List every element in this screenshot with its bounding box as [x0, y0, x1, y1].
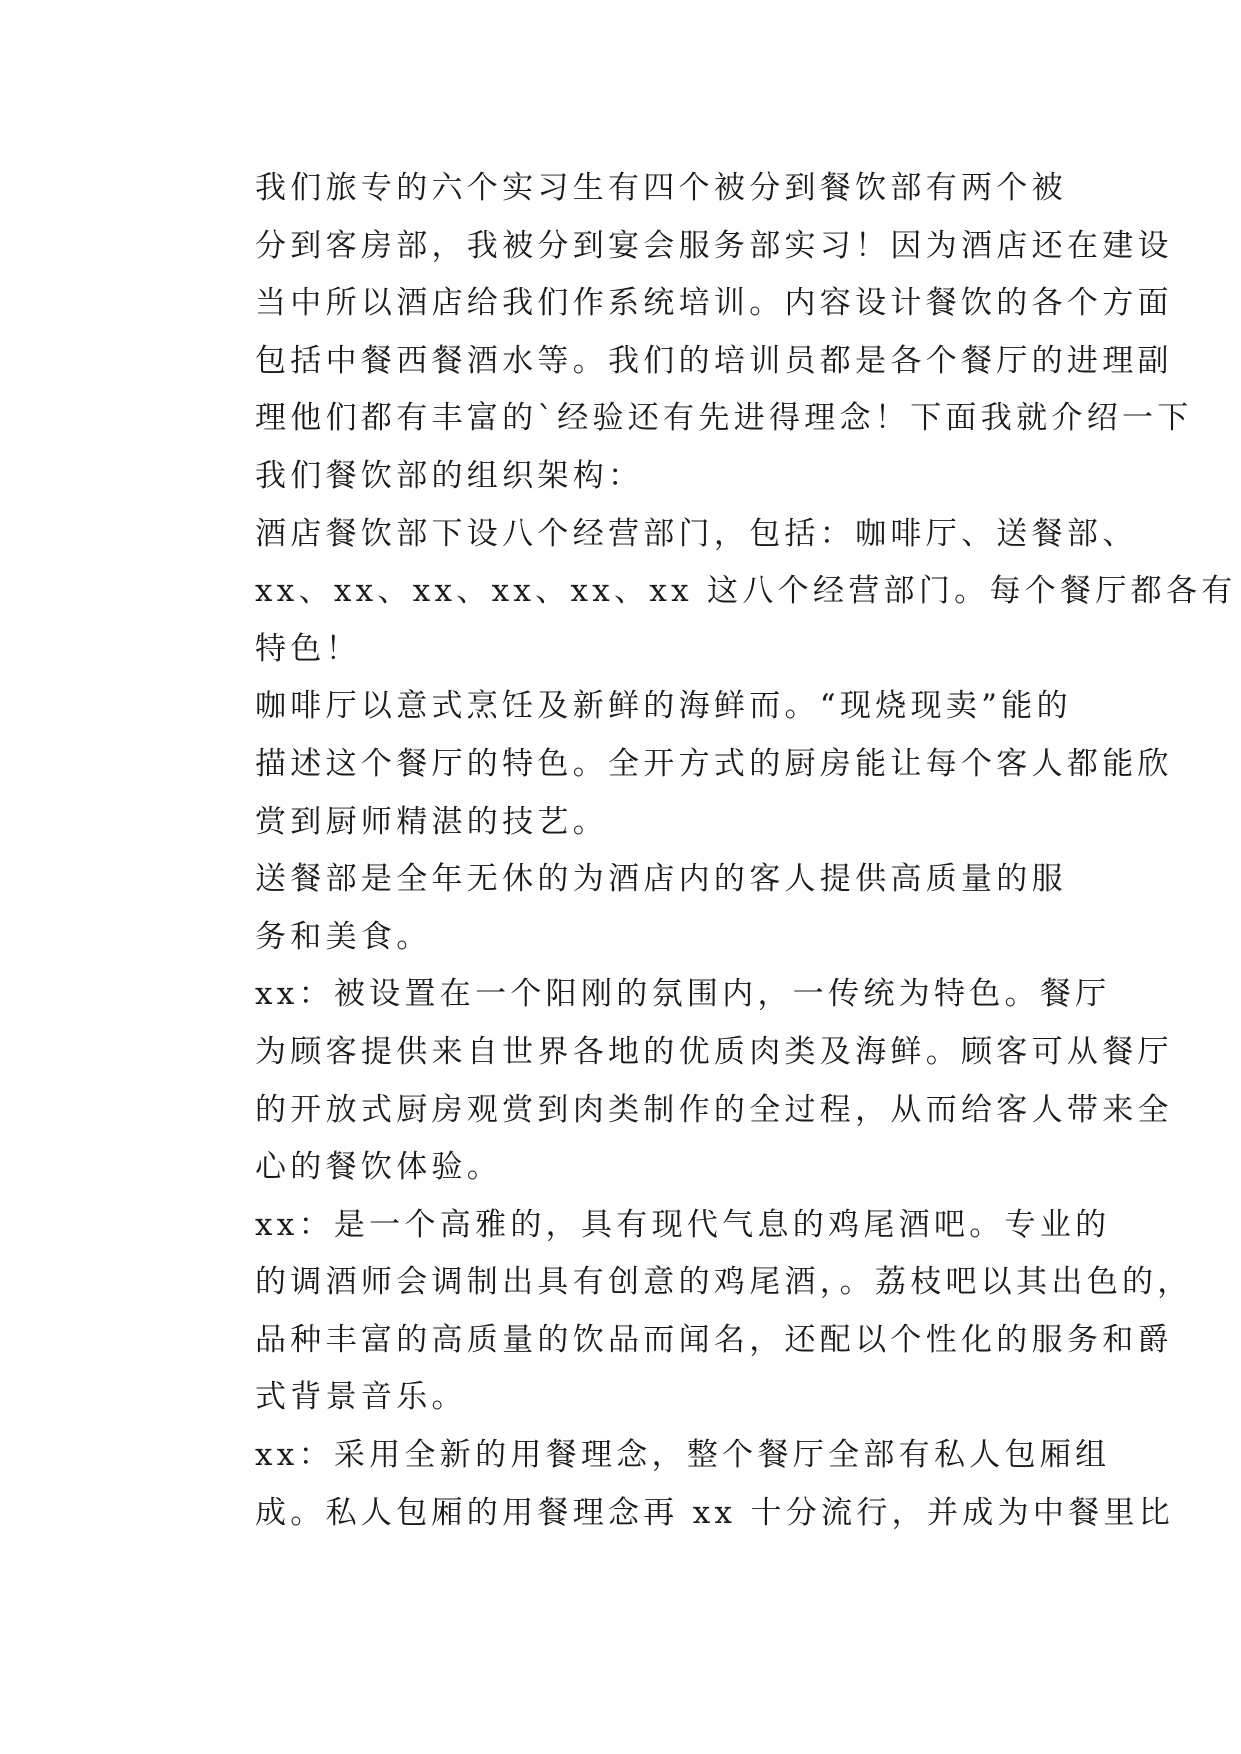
text-line: 酒店餐饮部下设八个经营部门，包括：咖啡厅、送餐部、 — [255, 515, 1138, 552]
text-line: 为顾客提供来自世界各地的优质肉类及海鲜。顾客可从餐厅 — [255, 1033, 1173, 1070]
paragraph-grill — [189, 966, 1173, 1196]
text-line: 成。私人包厢的用餐理念再 xx 十分流行，并成为中餐里比 — [255, 1494, 1175, 1531]
text-line: xx、xx、xx、xx、xx、xx 这八个经营部门。每个餐厅都各有 — [255, 573, 1237, 610]
text-line: 理他们都有丰富的`经验还有先进得理念！下面我就介绍一下 — [255, 400, 1193, 437]
text-line: xx：采用全新的用餐理念，整个餐厅全部有私人包厢组 — [255, 1437, 1111, 1474]
text-line: 当中所以酒店给我们作系统培训。内容设计餐饮的各个方面 — [255, 285, 1173, 322]
text-line: 赏到厨师精湛的技艺。 — [255, 803, 608, 840]
paragraph-intro — [189, 160, 1193, 506]
text-line: 的调酒师会调制出具有创意的鸡尾酒，。荔枝吧以其出色的， — [255, 1264, 1193, 1301]
paragraph-cafe — [189, 678, 1173, 851]
paragraph-room-service — [189, 851, 1067, 966]
paragraph-bar — [189, 1197, 1193, 1427]
text-line: 心的餐饮体验。 — [255, 1149, 503, 1186]
text-line: 的开放式厨房观赏到肉类制作的全过程，从而给客人带来全 — [255, 1091, 1173, 1128]
text-line: 务和美食。 — [255, 918, 432, 955]
text-line: 送餐部是全年无休的为酒店内的客人提供高质量的服 — [255, 861, 1067, 898]
paragraph-private-dining — [189, 1427, 1175, 1542]
paragraph-departments — [189, 506, 1237, 679]
text-line: 特色！ — [255, 630, 361, 667]
text-line: 我们餐饮部的组织架构： — [255, 457, 644, 494]
text-line: 品种丰富的高质量的饮品而闻名，还配以个性化的服务和爵 — [255, 1321, 1173, 1358]
document-body — [189, 160, 1237, 1542]
text-line: xx：是一个高雅的，具有现代气息的鸡尾酒吧。专业的 — [255, 1206, 1111, 1243]
text-line: 咖啡厅以意式烹饪及新鲜的海鲜而。“现烧现卖”能的 — [255, 688, 1072, 725]
text-line: 分到客房部，我被分到宴会服务部实习！因为酒店还在建设 — [255, 227, 1173, 264]
text-line: 包括中餐西餐酒水等。我们的培训员都是各个餐厅的进理副 — [255, 342, 1173, 379]
text-line: 我们旅专的六个实习生有四个被分到餐饮部有两个被 — [255, 170, 1067, 206]
text-line: 式背景音乐。 — [255, 1379, 467, 1416]
text-line: 描述这个餐厅的特色。全开方式的厨房能让每个客人都能欣 — [255, 745, 1173, 782]
text-line: xx：被设置在一个阳刚的氛围内，一传统为特色。餐厅 — [255, 976, 1111, 1013]
